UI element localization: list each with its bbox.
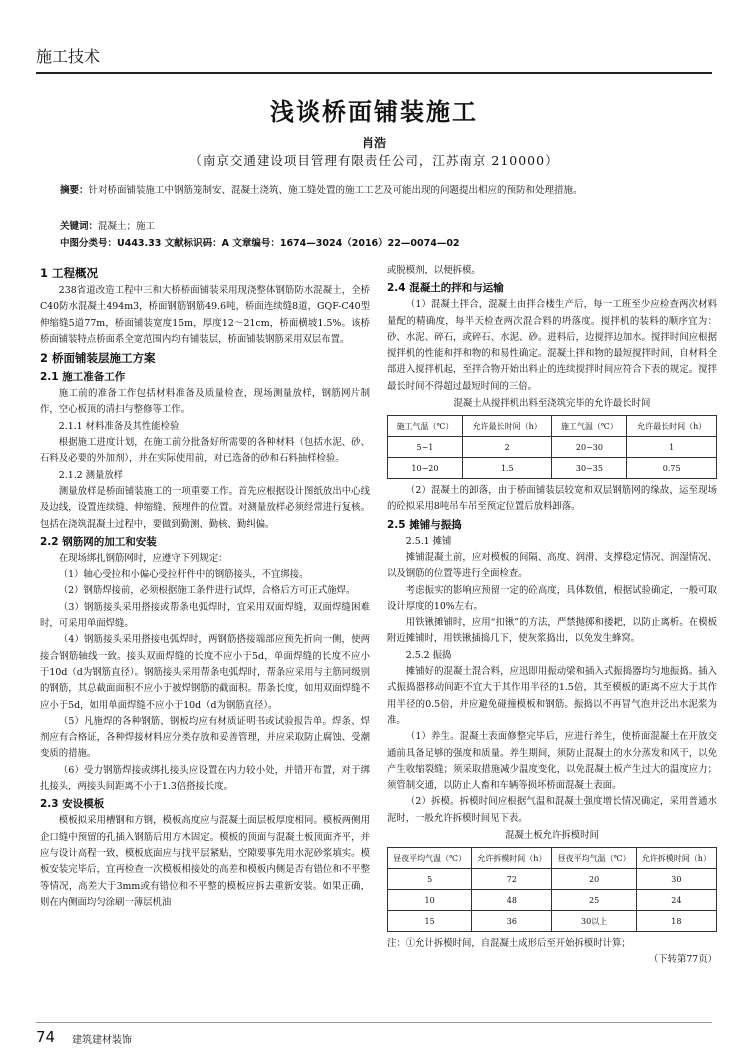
paragraph: （1）混凝土拌合，混凝土由拌合楼生产后，每一工班至少应检查两次材料量配的精确度，每半天检查两次混合料的坍落度。搅拌机的装料的顺序宜为：砂、水泥、碎石，或碎石、水泥、砂。进料后，边搅拌边加水。搅拌时间应根据搅拌机的性能和拌和物的和易性确定。混凝土拌和物的最短搅拌时间，自材料全部进入搅拌机起，至拌合物开始出料止的连续搅拌时间应符合下表的规定。搅拌最长时间不得超过最短时间的三倍。 bbox=[387, 299, 717, 392]
abstract bbox=[60, 183, 700, 199]
left-column bbox=[40, 263, 370, 911]
table-header-cell: 施工气温（℃） bbox=[388, 416, 463, 437]
paragraph: 摊铺好的混凝土混合料，应迅即用振动梁和插入式振捣器均匀地振捣。插入式振捣器移动间距不宜大于其作用半径的1.5倍，其至模板的距离不应大于其作用半径的0.5倍，并应避免碰撞模板和钢筋。振捣以不再冒气泡并泛出水泥浆为准。 bbox=[387, 666, 717, 726]
table-cell: 36 bbox=[472, 911, 552, 932]
paragraph: （2）混凝土的卸落，由于桥面铺装层较宽和双层钢筋网的缘故，运至现场的砼拟采用8吨吊车吊至预定位置后放料卸落。 bbox=[387, 485, 717, 513]
footer-rule bbox=[36, 1022, 712, 1023]
table-cell: 30 bbox=[636, 869, 716, 890]
table-header-cell: 允许最长时间（h） bbox=[462, 416, 552, 437]
table-row bbox=[388, 890, 717, 911]
table-cell: 1 bbox=[627, 437, 717, 458]
continued-note: （下转第77页） bbox=[648, 954, 717, 966]
table-header-cell: 昼夜平均气温（℃） bbox=[552, 848, 636, 869]
table1-caption: 混凝土从搅拌机出料至浇筑完毕的允许最长时间 bbox=[453, 398, 651, 410]
paragraph: （2）拆模。拆模时间应根据气温和混凝土强度增长情况确定，采用普通水泥时，一般允许拆模时间见下表。 bbox=[387, 796, 717, 824]
heading-2-1-1: 2.1.1 材料准备及其性能检验 bbox=[58, 420, 180, 432]
table-row bbox=[388, 869, 717, 890]
table-header-cell: 允许最长时间（h） bbox=[627, 416, 717, 437]
paragraph: （4）钢筋接头采用搭接电弧焊时，两钢筋搭接端部应预先折向一侧，使两接合钢筋轴线一致。接头双面焊缝的长度不应小于5d，单面焊缝的长度不应小于10d（d为钢筋直径）。钢筋接头采用帮条电弧焊时，帮条应采用与主筋同级别的钢筋，其总截面面积不应小于被焊钢筋的截面积。帮条长度，如用双面焊缝不应小于5d，如用单面焊缝不应小于10d（d为钢筋直径）。 bbox=[40, 634, 370, 711]
table-header-cell: 施工气温（℃） bbox=[552, 416, 627, 437]
table-cell: 25 bbox=[552, 890, 636, 911]
paragraph: 根据施工进度计划，在施工前分批备好所需要的各种材料（包括水泥、砂、石料及必要的外加剂），并在实际使用前，对已选备的砂和石料抽样检验。 bbox=[40, 437, 370, 465]
table-cell: 72 bbox=[472, 869, 552, 890]
table-row bbox=[388, 458, 717, 479]
abstract-label: 摘要： bbox=[60, 185, 89, 196]
table-cell: 1.5 bbox=[462, 458, 552, 479]
heading-2-5-2: 2.5.2 振捣 bbox=[405, 649, 452, 661]
table-row bbox=[388, 437, 717, 458]
table-cell: 5 bbox=[388, 869, 472, 890]
table-cell: 18 bbox=[636, 911, 716, 932]
table-header-cell: 昼夜平均气温（℃） bbox=[388, 848, 472, 869]
heading-2-1: 2.1 施工准备工作 bbox=[40, 371, 126, 384]
article-affiliation: （南京交通建设项目管理有限责任公司，江苏南京 210000） bbox=[189, 153, 559, 168]
article-author: 肖浩 bbox=[361, 136, 386, 150]
table-cell: 0.75 bbox=[627, 458, 717, 479]
table-cell: 30~35 bbox=[552, 458, 627, 479]
table-cell: 15 bbox=[388, 911, 472, 932]
heading-2-5: 2.5 摊铺与振捣 bbox=[387, 518, 462, 531]
formwork-removal-table bbox=[387, 847, 717, 932]
table2-caption: 混凝土板允许拆模时间 bbox=[505, 830, 599, 842]
paragraph: 测量放样是桥面铺装施工的一项重要工作。首先应根据设计图纸放出中心线及边线，设置连续缝、伸缩缝、预埋件的位置。对测量放样必须经常进行复核。包括在浇筑混凝土过程中，要做到勤测、勤核、勤纠偏。 bbox=[40, 485, 370, 530]
table-cell: 30以上 bbox=[552, 911, 636, 932]
paragraph: 在现场绑扎钢筋网时，应遵守下列规定： bbox=[58, 552, 228, 564]
keywords-label: 关键词： bbox=[60, 221, 99, 232]
header-rule bbox=[36, 72, 712, 74]
paragraph: 或脱模剂，以便拆模。 bbox=[387, 265, 481, 276]
keywords-text: 混凝土；施工 bbox=[98, 221, 156, 232]
table-cell: 10~20 bbox=[388, 458, 463, 479]
classification-line bbox=[60, 236, 700, 252]
paragraph: 施工前的准备工作包括材料准备及质量检查，现场测量放样，钢筋网片制作，空心板顶的清扫与整修等工作。 bbox=[40, 388, 370, 416]
article-title: 浅谈桥面铺装施工 bbox=[270, 98, 478, 126]
heading-2-4: 2.4 混凝土的拌和与运输 bbox=[387, 282, 504, 295]
paragraph: （1）轴心受拉和小偏心受拉杆件中的钢筋接头，不宜绑接。 bbox=[58, 569, 309, 581]
page-number: 74 bbox=[36, 1028, 56, 1046]
table-cell: 24 bbox=[636, 890, 716, 911]
table-cell: 5~1 bbox=[388, 437, 463, 458]
journal-name: 建筑建材装饰 bbox=[72, 1035, 132, 1046]
abstract-text: 针对桥面铺装施工中钢筋笼制安、混凝土浇筑、施工缝处置的施工工艺及可能出现的问题提出相应的预防和处理措施。 bbox=[88, 185, 583, 196]
paragraph: 模板拟采用槽钢和方钢，模板高度应与混凝土面层板厚度相同。模板两侧用企口缝中预留的孔插入钢筋后用方木固定。模板的顶面与混凝土板顶面齐平，并应与设计高程一致，模板底面应与找平层紧贴，空隙要事先用水泥砂浆填实。模板安装完毕后，宜再检查一次模板相接处的高差和模板内侧是否有错位和不平整等情况，高差大于3mm或有错位和不平整的模板应拆去重新安装。如果正确，则在内侧面均匀涂刷一薄层机油 bbox=[40, 815, 370, 908]
paragraph: （3）钢筋接头采用搭接或帮条电弧焊时，宜采用双面焊缝，双面焊缝困难时，可采用单面焊缝。 bbox=[40, 601, 370, 630]
heading-2: 2 桥面铺装层施工方案 bbox=[40, 351, 156, 366]
heading-2-1-2: 2.1.2 测量放样 bbox=[58, 469, 124, 481]
table-cell: 2 bbox=[462, 437, 552, 458]
paragraph: 考虑振实的影响应预留一定的砼高度，具体数值，根据试验确定，一般可取设计厚度的10%左右。 bbox=[387, 584, 717, 612]
table-cell: 48 bbox=[472, 890, 552, 911]
classification-text: 中图分类号：U443.33 文献标识码：A 文章编号：1674—3024（2016）22—0074—02 bbox=[60, 238, 460, 249]
paragraph: （5）凡施焊的各种钢筋、钢板均应有材质证明书或试验报告单。焊条、焊剂应有合格证，各种焊接材料应分类存放和妥善管理，并应采取防止腐蚀、受潮变质的措施。 bbox=[40, 715, 370, 760]
paragraph: （6）受力钢筋焊接或绑扎接头应设置在内力较小处，并错开布置，对于绑扎接头，两接头间距离不小于1.3倍搭接长度。 bbox=[40, 764, 370, 793]
table-row bbox=[388, 911, 717, 932]
table-header-cell: 允许拆模时间（h） bbox=[472, 848, 552, 869]
heading-2-3: 2.3 安设模板 bbox=[40, 798, 105, 811]
table-header-cell: 允许拆模时间（h） bbox=[636, 848, 716, 869]
table-cell: 20~30 bbox=[552, 437, 627, 458]
mixing-time-table bbox=[387, 415, 717, 479]
heading-1: 1 工程概况 bbox=[40, 266, 99, 280]
table-header-row bbox=[388, 416, 717, 437]
paragraph: 238省道改造工程中三和大桥桥面铺装采用现浇整体钢筋防水混凝土，全桥C40防水混凝土494m3，桥面钢筋钢筋49.6吨，桥面连续缝8道，GQF-C40型伸缩缝5道77m，桥面铺装宽度15m，厚度12～21cm，桥面横坡1.5%。该桥桥面铺装特点桥面系全宽范围内均有铺装层，桥面铺装钢筋采用双层布置。 bbox=[40, 285, 370, 345]
table-cell: 20 bbox=[552, 869, 636, 890]
section-tag: 施工技术 bbox=[36, 47, 101, 66]
paragraph: 用铁锹摊铺时，应用“扣锹”的方法，严禁抛掷和搂耙，以防止离析。在模板附近摊铺时，用铁锹插捣几下，使灰浆捣出，以免发生蜂窝。 bbox=[387, 617, 717, 645]
heading-2-2: 2.2 钢筋网的加工和安装 bbox=[40, 535, 157, 548]
paragraph: （2）钢筋焊接前，必须根据施工条件进行试焊，合格后方可正式施焊。 bbox=[58, 585, 356, 597]
keywords bbox=[60, 219, 700, 235]
table-header-row bbox=[388, 848, 717, 869]
right-column bbox=[387, 263, 717, 969]
table-note: 注：①允计拆模时间，自混凝土成形后至开始拆模时计算； bbox=[387, 938, 631, 950]
paragraph: 摊铺混凝土前，应对模板的间隔、高度、润滑、支撑稳定情况、润湿情况、以及钢筋的位置等进行全面检查。 bbox=[387, 551, 717, 580]
paragraph: （1）养生。混凝土表面修整完毕后，应进行养生，使桥面混凝土在开放交通前具备足够的强度和质量。养生期间，须防止混凝土的水分蒸发和风干，以免产生收缩裂缝；须采取措施减少温度变化，以免混凝土板产生过大的温度应力；须管制交通，以防止人畜和车辆等损坏桥面混凝土表面。 bbox=[387, 731, 717, 792]
table-cell: 10 bbox=[388, 890, 472, 911]
heading-2-5-1: 2.5.1 摊铺 bbox=[405, 535, 452, 547]
